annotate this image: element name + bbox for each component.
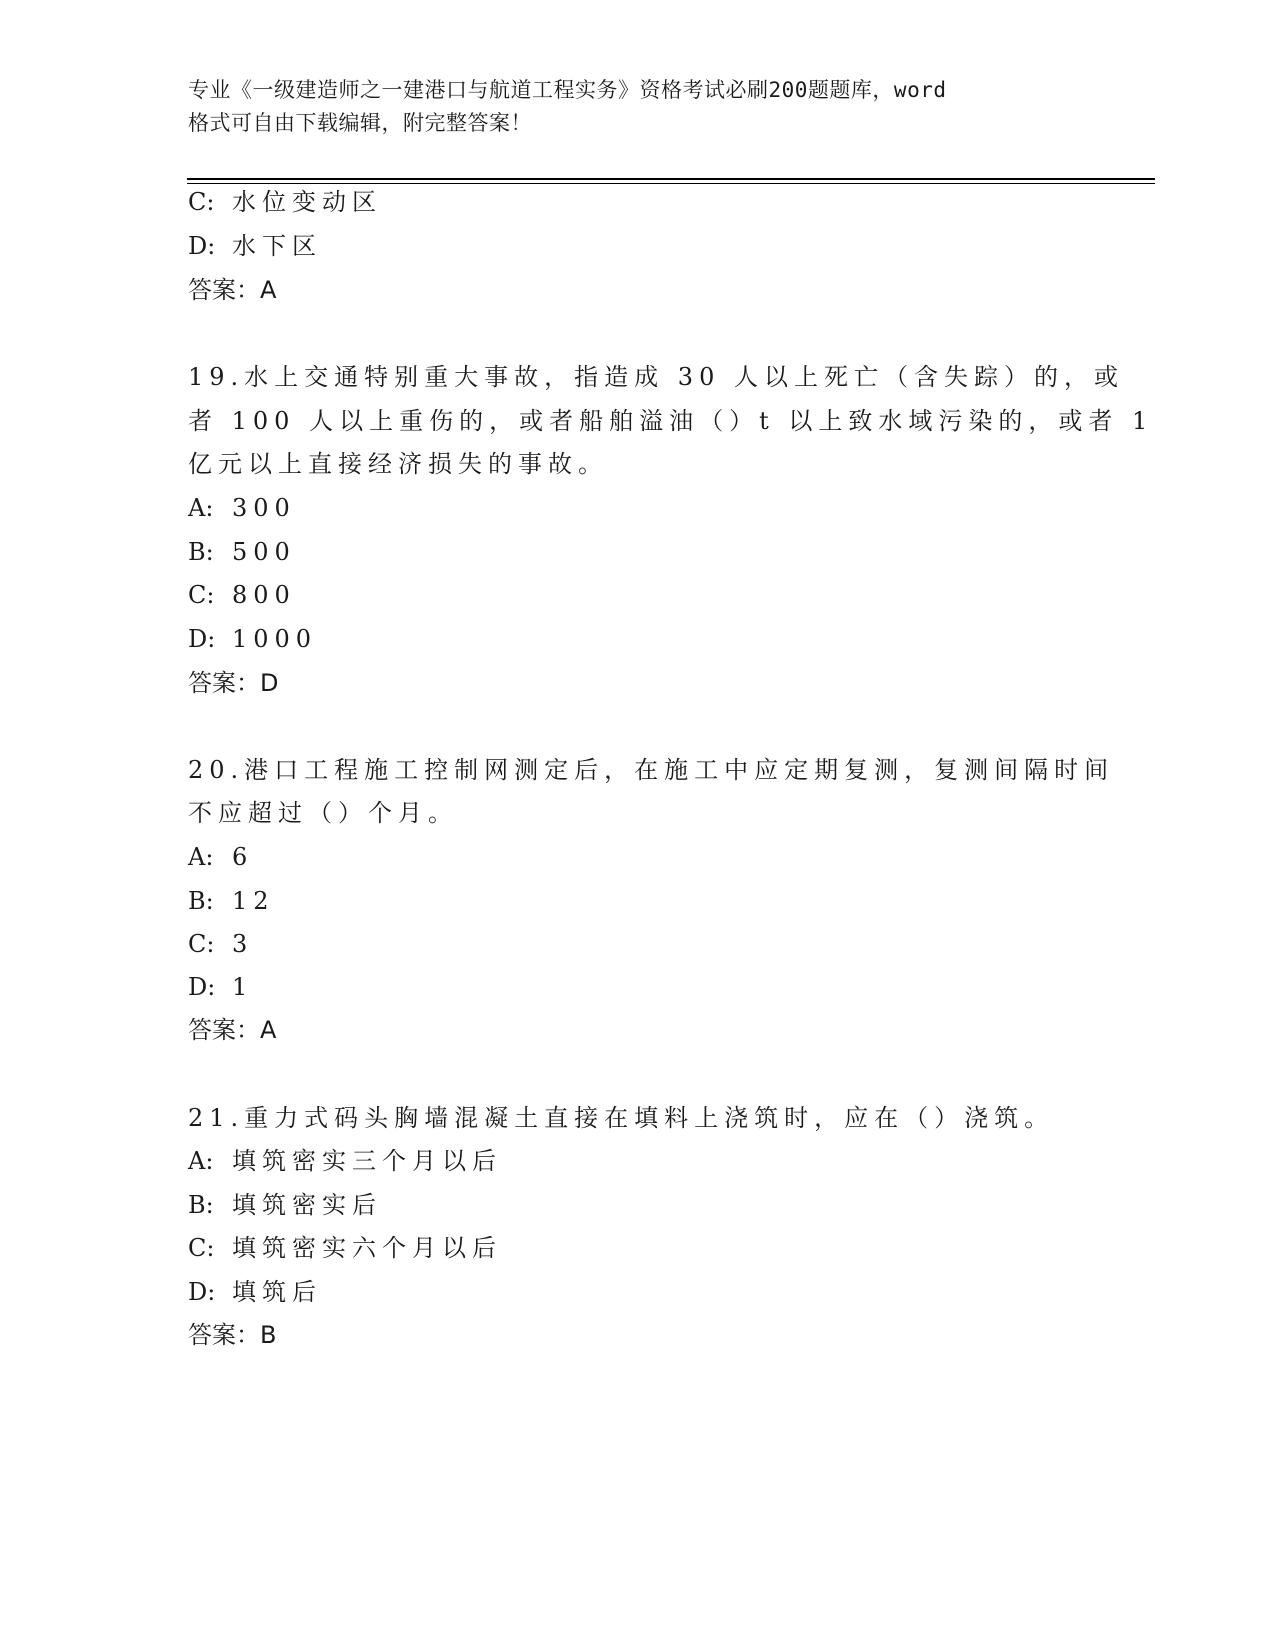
header-divider-thick [187, 178, 1155, 180]
option-label: C: [188, 581, 215, 609]
question-20-text-line-2: 不应超过（）个月。 [188, 799, 458, 827]
option-label: A: [188, 494, 214, 522]
option-text: 500 [232, 538, 296, 566]
option-text: 填筑后 [232, 1278, 322, 1306]
option-label: A: [188, 843, 214, 871]
question-21-option-d [188, 1277, 322, 1307]
option-text: 1 [232, 973, 254, 1001]
option-label: D: [188, 1278, 216, 1306]
option-label: A: [188, 1147, 214, 1175]
question-21-option-a [188, 1146, 502, 1176]
option-text: 填筑密实后 [232, 1191, 382, 1219]
question-19-option-b [188, 537, 296, 567]
option-text: 1000 [232, 625, 318, 653]
option-label: D: [188, 232, 216, 260]
header-title-line-1: 专业《一级建造师之一建港口与航道工程实务》资格考试必刷200题题库，word [188, 78, 947, 102]
question-20-answer: 答案：A [188, 1016, 277, 1044]
option-d [188, 231, 322, 261]
question-21-option-c [188, 1233, 502, 1263]
question-19-text-line-2: 者 100 人以上重伤的，或者船舶溢油（）t 以上致水域污染的，或者 1 [188, 407, 1154, 435]
option-text: 12 [232, 887, 275, 915]
option-text: 300 [232, 494, 296, 522]
option-text: 800 [232, 581, 296, 609]
question-19-option-a [188, 493, 296, 523]
option-label: B: [188, 887, 214, 915]
question-19-text-line-3: 亿元以上直接经济损失的事故。 [188, 450, 608, 478]
option-text: 3 [232, 930, 254, 958]
question-20-option-b [188, 886, 275, 916]
question-21-text-line-1: 21.重力式码头胸墙混凝土直接在填料上浇筑时，应在（）浇筑。 [188, 1104, 1055, 1132]
question-19-text-line-1: 19.水上交通特别重大事故，指造成 30 人以上死亡（含失踪）的，或 [188, 363, 1124, 391]
question-19-option-c [188, 580, 296, 610]
answer-line: 答案：A [188, 276, 277, 304]
header-title-line-2: 格式可自由下载编辑，附完整答案！ [188, 111, 532, 135]
question-20-option-d [188, 972, 253, 1002]
option-text: 水下区 [232, 232, 322, 260]
question-20-text-line-1: 20.港口工程施工控制网测定后，在施工中应定期复测，复测间隔时间 [188, 756, 1115, 784]
question-20-option-c [188, 929, 253, 959]
option-label: C: [188, 188, 215, 216]
question-19-option-d [188, 624, 317, 654]
option-label: D: [188, 625, 216, 653]
option-label: B: [188, 1191, 214, 1219]
option-label: B: [188, 538, 214, 566]
document-header [188, 74, 1068, 140]
question-21-answer: 答案：B [188, 1321, 277, 1349]
question-19-answer: 答案：D [188, 669, 279, 697]
option-text: 6 [232, 843, 254, 871]
question-20-option-a [188, 842, 253, 872]
question-21-option-b [188, 1190, 382, 1220]
option-text: 水位变动区 [232, 188, 382, 216]
option-c [188, 187, 382, 217]
option-label: C: [188, 1234, 215, 1262]
option-text: 填筑密实六个月以后 [232, 1234, 502, 1262]
option-label: D: [188, 973, 216, 1001]
option-text: 填筑密实三个月以后 [232, 1147, 502, 1175]
option-label: C: [188, 930, 215, 958]
header-divider-thin [187, 183, 1155, 184]
